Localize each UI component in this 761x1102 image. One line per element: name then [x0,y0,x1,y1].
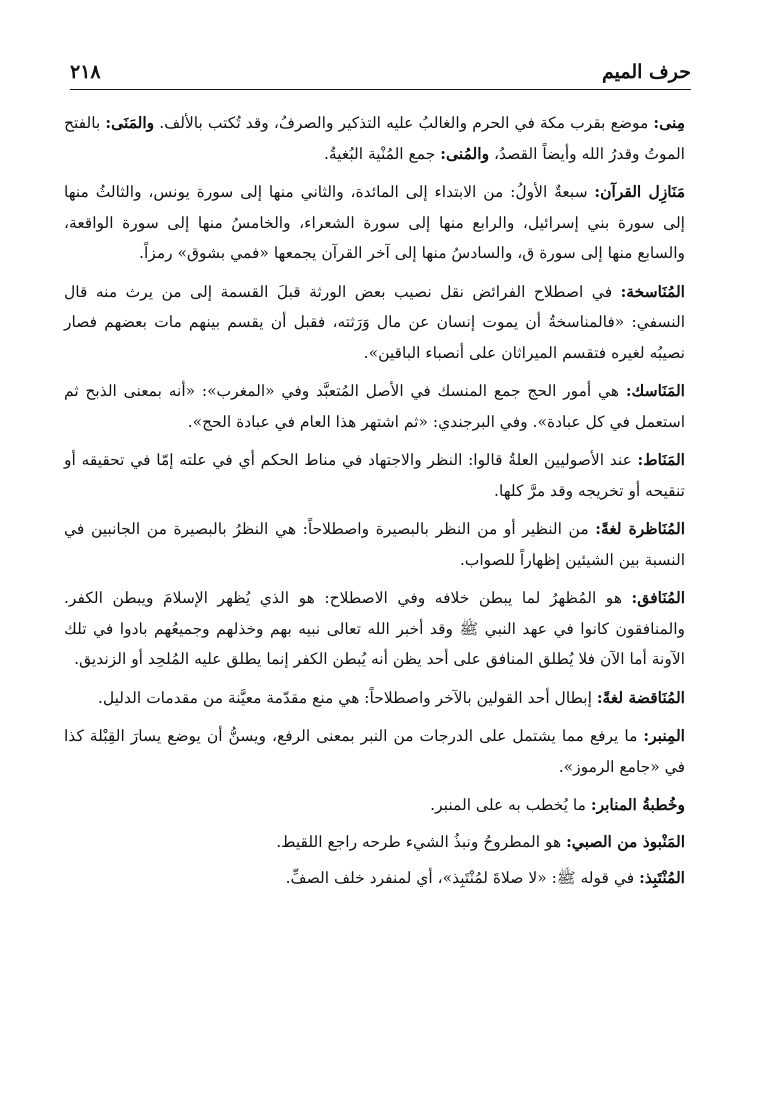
entry-term: المُنْتَبِذ: [639,868,685,887]
entry-term: المَنَاط: [637,450,685,469]
entry-minbar [64,721,697,782]
entry-text: سبعةٌ الأولُ: من الابتداء إلى المائدة، والثاني منها إلى سورة يونس، والثالثُ منها إلى سورة بني إسرائيل، والرابع منها إلى سورة الشعراء، والخامسُ منها إلى سورة الواقعة، والسابع منها إلى سورة ق، والسادسُ منها إلى آخر القرآن يجمعها «فمي بشوق» رمزاً. [64,183,685,262]
entry-khutbat-al-manabir [64,790,697,821]
entry-manbudh [64,827,697,858]
entry-text: عند الأصوليين العلةُ قالوا: النظر والاجتهاد في مناط الحكم أي في علته إمّا في تحقيقه أو تنقيحه أو تخريجه وقد مرَّ كلها. [64,451,685,500]
running-title: حرف الميم [602,61,691,83]
entry-text: موضع بقرب مكة في الحرم والغالبُ عليه التذكير والصرفُ، وقد تُكتب بالألف. [154,114,654,132]
entry-munafiq [64,583,697,675]
entry-term: والمَنَى: [105,113,155,132]
entry-term: المُنَافق: [631,588,685,607]
entry-term: مِنى: [653,113,685,132]
entry-manat [64,445,697,506]
entry-text: ما يُخطب به على المنبر. [430,796,591,814]
entry-text: من النظير أو من النظر بالبصيرة واصطلاحاً: هي النظرُ بالبصيرة من الجانبين في النسبة بين الشيئين إظهاراً للصواب. [64,520,685,569]
entry-text: في اصطلاح الفرائض نقل نصيب بعض الورثة قبلَ القسمة إلى من يرث منه قال النسفي: «فالمناسخةُ أن يموت إنسان عن مال وَرَثته، فقبل أن يقسم بينهم مات بعضهم فصار نصيبُه لغيره فتقسم الميراثان على أنصباء الباقين». [64,282,685,362]
entry-manasik [64,376,697,437]
entry-term: المُنَاسخة: [620,281,685,301]
entry-text: هو المُظهرُ لما يبطن خلافه وفي الاصطلاح: هو الذي يُظهر الإسلامَ ويبطن الكفر. والمنافقون كانوا في عهد النبي ﷺ وقد أخبر الله تعالى نبيه بهم وخذلهم وجميعُهم بادوا في تلك الآونة أما الآن فلا يُطلق المنافق على أحد يظن أنه يُبطن الكفر إنما يطلق عليه المُلحِد أو الزنديق. [64,589,685,668]
entry-text: بالفتح الموتُ وقدرُ الله وأيضاً القصدُ، [64,114,685,163]
entry-text: هو المطروحُ ونبذُ الشيء طرحه راجع اللقيط. [276,832,567,851]
entry-term: مَنَازِل القرآن: [594,182,686,201]
page-number: ٢١٨ [70,61,101,83]
entry-manazil-al-quran [64,177,697,269]
entry-text: إبطال أحد القولين بالآخر واصطلاحاً: هي منع مقدّمة معيَّنة من مقدمات الدليل. [97,688,597,707]
entry-term: المَنَاسك: [625,381,685,400]
entry-text: هي أمور الحج جمع المنسك في الأصل المُتعبَّد وفي «المغرب»: «أنه بمعنى الذبح ثم استعمل في كل عبادة». وفي البرجندي: «ثم اشتهر هذا العام في عبادة الحج». [64,382,685,431]
entry-munazara [64,514,697,575]
page-header [70,58,691,90]
entry-term: وخُطبةُ المنابر: [590,795,685,814]
entry-text: جمع المُنْية البُغيةُ. [323,144,441,163]
entry-term: المُنَاقضة لغةً: [596,687,685,707]
entry-term: المِنبر: [643,726,685,745]
entry-text: ما يرفع مما يشتمل على الدرجات من النبر بمعنى الرفع، ويسنُّ أن يوضع يسارَ القِبْلة كذا في «جامع الرموز». [64,727,685,776]
entry-munaqada [64,683,697,714]
dictionary-content [64,108,697,900]
entry-mina [64,108,697,169]
entry-term: المُنَاظرة لغةً: [595,519,685,538]
entry-term: المَنْبوذ من الصبي: [566,831,685,851]
entry-text: في قوله ﷺ: «لا صلاةَ لمُنْتَبِذ»، أي لمنفرد خلف الصفِّ. [285,869,640,887]
entry-muntabidh [64,863,697,894]
entry-munasakha [64,277,697,369]
entry-term: والمُنى: [440,143,490,163]
